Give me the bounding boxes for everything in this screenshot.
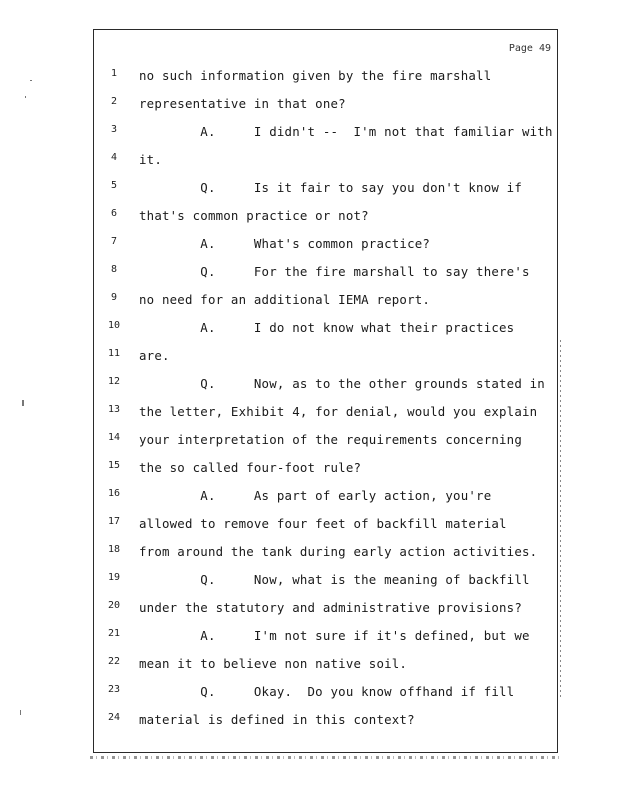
line-number: 20 (107, 600, 121, 611)
line-text: that's common practice or not? (139, 208, 369, 223)
line-text: allowed to remove four feet of backfill material (139, 516, 507, 531)
transcript-line (94, 264, 559, 284)
transcript-line (94, 348, 559, 368)
line-text: the letter, Exhibit 4, for denial, would you explain (139, 404, 538, 419)
transcript-line (94, 460, 559, 480)
transcript-page (93, 29, 558, 753)
page-number: Page 49 (508, 43, 551, 54)
line-number: 13 (107, 404, 121, 415)
line-text: Q. For the fire marshall to say there's (139, 264, 530, 279)
line-number: 4 (110, 152, 118, 163)
line-text: Q. Is it fair to say you don't know if (139, 180, 522, 195)
line-number: 18 (107, 544, 121, 555)
line-number: 9 (110, 292, 118, 303)
transcript-line (94, 684, 559, 704)
transcript-line (94, 488, 559, 508)
line-text: are. (139, 348, 170, 363)
scan-speckle (22, 400, 24, 406)
transcript-line (94, 600, 559, 620)
transcript-line (94, 180, 559, 200)
line-text: it. (139, 152, 162, 167)
line-text: A. As part of early action, you're (139, 488, 492, 503)
line-text: A. What's common practice? (139, 236, 431, 251)
scan-speckle (30, 80, 32, 81)
transcript-line (94, 124, 559, 144)
line-number: 2 (110, 96, 118, 107)
scan-bottom-artifact (90, 756, 560, 759)
line-number: 12 (107, 376, 121, 387)
transcript-line (94, 544, 559, 564)
scan-edge-artifact (560, 340, 561, 700)
line-text: Q. Okay. Do you know offhand if fill (139, 684, 515, 699)
line-number: 3 (110, 124, 118, 135)
scan-speckle (20, 710, 21, 715)
line-text: Q. Now, as to the other grounds stated in (139, 376, 545, 391)
line-number: 22 (107, 656, 121, 667)
line-text: representative in that one? (139, 96, 346, 111)
line-number: 16 (107, 488, 121, 499)
transcript-line (94, 628, 559, 648)
line-number: 11 (107, 348, 121, 359)
line-text: A. I do not know what their practices (139, 320, 515, 335)
transcript-line (94, 572, 559, 592)
line-number: 14 (107, 432, 121, 443)
line-text: A. I didn't -- I'm not that familiar with (139, 124, 553, 139)
scan-speckle (25, 96, 26, 98)
line-text: no need for an additional IEMA report. (139, 292, 431, 307)
line-number: 21 (107, 628, 121, 639)
line-number: 15 (107, 460, 121, 471)
transcript-line (94, 656, 559, 676)
transcript-line (94, 208, 559, 228)
line-number: 19 (107, 572, 121, 583)
line-number: 1 (110, 68, 118, 79)
transcript-line (94, 292, 559, 312)
line-number: 6 (110, 208, 118, 219)
line-text: A. I'm not sure if it's defined, but we (139, 628, 530, 643)
transcript-line (94, 152, 559, 172)
transcript-line (94, 68, 559, 88)
transcript-line (94, 376, 559, 396)
line-number: 10 (107, 320, 121, 331)
line-text: material is defined in this context? (139, 712, 415, 727)
line-text: from around the tank during early action activities. (139, 544, 538, 559)
line-text: mean it to believe non native soil. (139, 656, 408, 671)
line-text: the so called four-foot rule? (139, 460, 362, 475)
line-number: 24 (107, 712, 121, 723)
line-number: 7 (110, 236, 118, 247)
transcript-line (94, 712, 559, 732)
line-number: 5 (110, 180, 118, 191)
transcript-line (94, 236, 559, 256)
transcript-line (94, 516, 559, 536)
line-text: under the statutory and administrative provisions? (139, 600, 522, 615)
line-number: 8 (110, 264, 118, 275)
transcript-line (94, 96, 559, 116)
transcript-line (94, 320, 559, 340)
line-number: 23 (107, 684, 121, 695)
transcript-line (94, 404, 559, 424)
line-text: no such information given by the fire marshall (139, 68, 492, 83)
line-text: Q. Now, what is the meaning of backfill (139, 572, 530, 587)
line-number: 17 (107, 516, 121, 527)
line-text: your interpretation of the requirements concerning (139, 432, 522, 447)
transcript-line (94, 432, 559, 452)
